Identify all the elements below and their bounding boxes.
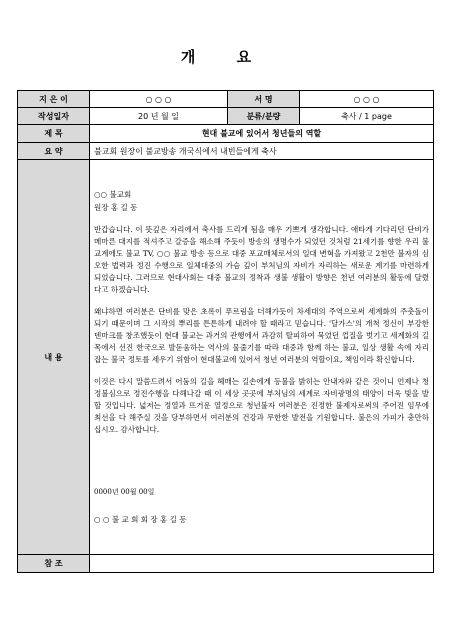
content-person: 원장 홍 길 동 <box>94 203 138 212</box>
content-body <box>90 160 434 555</box>
summary-value: 불교회 원장이 불교방송 개국식에서 내빈들에게 축사 <box>90 143 434 160</box>
summary-row <box>18 143 434 160</box>
subject-row <box>18 125 434 143</box>
subject-value: 현대 불교에 있어서 청년들의 역할 <box>90 125 434 143</box>
content-paragraph-1: 반갑습니다. 이 뜻깊은 자리에서 축사를 드리게 됨을 매우 기쁘게 생각합니다. 애타게 기다리던 단비가 메마른 대지를 적셔주고 갈증을 해소해 주듯이 방송의 생명수가 되었던 것처럼 21세기를 향한 우리 불교계에도 불교 TV, ○○ 불교 방송 등으로 대중 포교매체로서의 일대 변혁을 가져왔고 2천만 불자의 심오한 법력과 정진 수행으로 일체대중의 가슴 깊이 부처님의 자비가 자리하는 새로운 계기를 마련하게 되었습니다. 그러므로 현대사회는 대중 불교의 정착과 생불 생활이 방향은 천년 여러분의 활동에 달렸다고 하겠습니다. <box>94 225 429 294</box>
page-title: 개 요 <box>180 48 270 66</box>
reference-row <box>18 555 434 573</box>
category-value: 축사 / 1 page <box>300 108 434 125</box>
content-date: 0000년 00월 00일 <box>94 488 155 496</box>
content-paragraph-2: 왜냐하면 여러분은 단비를 맞은 초록이 푸르림을 더해가듯이 차세대의 주역으로써 세계화의 주춧돌이 되기 때문이며 그 시작의 뿌리를 튼튼하게 내려야 할 때라고 믿습니다. '달가스'의 개척 정신이 부강한 덴마크를 창조했듯이 현대 불교는 과거의 관행에서 과감히 탈피하여 묵었던 껍질을 벗기고 세계화의 길목에서 선진 한국으로 발돋움하는 역사의 물줄기를 따라 대중과 함께 하는 불교, 일상 생활 속에 자리 잡는 불국 정토를 세우기 위함이 현대불교에 있어서 청년 여러분의 역할이요, 책임이라 확신합니다. <box>94 307 429 364</box>
author-value: ○ ○ ○ <box>90 91 228 108</box>
date-value: 20 년 월 일 <box>90 108 228 125</box>
reference-label: 참 조 <box>18 555 90 573</box>
review-label: 서 명 <box>228 91 300 108</box>
reference-value <box>90 555 434 573</box>
author-label: 지 은 이 <box>18 91 90 108</box>
author-row <box>18 91 434 108</box>
summary-label: 요 약 <box>18 143 90 160</box>
date-label: 작성일자 <box>18 108 90 125</box>
content-org: ○○ 불교회 <box>94 190 132 199</box>
date-row <box>18 108 434 125</box>
subject-label: 제 목 <box>18 125 90 143</box>
review-value: ○ ○ ○ <box>300 91 434 108</box>
summary-form-table <box>17 90 434 573</box>
content-row <box>18 160 434 555</box>
content-signature: ○ ○ 불 교 회 회 장 홍 길 동 <box>94 515 187 524</box>
category-label: 분류/분량 <box>228 108 300 125</box>
content-label: 내 용 <box>18 160 90 555</box>
content-paragraph-3: 이것은 다시 말씀드려서 어둠의 길을 헤매는 길손에게 등불을 밝히는 안내자와 같은 것이니 언제나 청정불심으로 정진수행을 다해나갈 때 이 세상 곳곳에 부처님의 세계로 자비광명의 태양이 더욱 빛을 발할 것입니다. 넓저는 정열과 뜨거운 열정으로 청년불자 여러분은 진정한 불제자로써의 주어진 임무에 최선을 다 해주실 것을 당부하면서 여러분의 건강과 무한한 발전을 기원합니다. 불은의 가피가 충만하십시오. 감사합니다. <box>94 377 429 434</box>
